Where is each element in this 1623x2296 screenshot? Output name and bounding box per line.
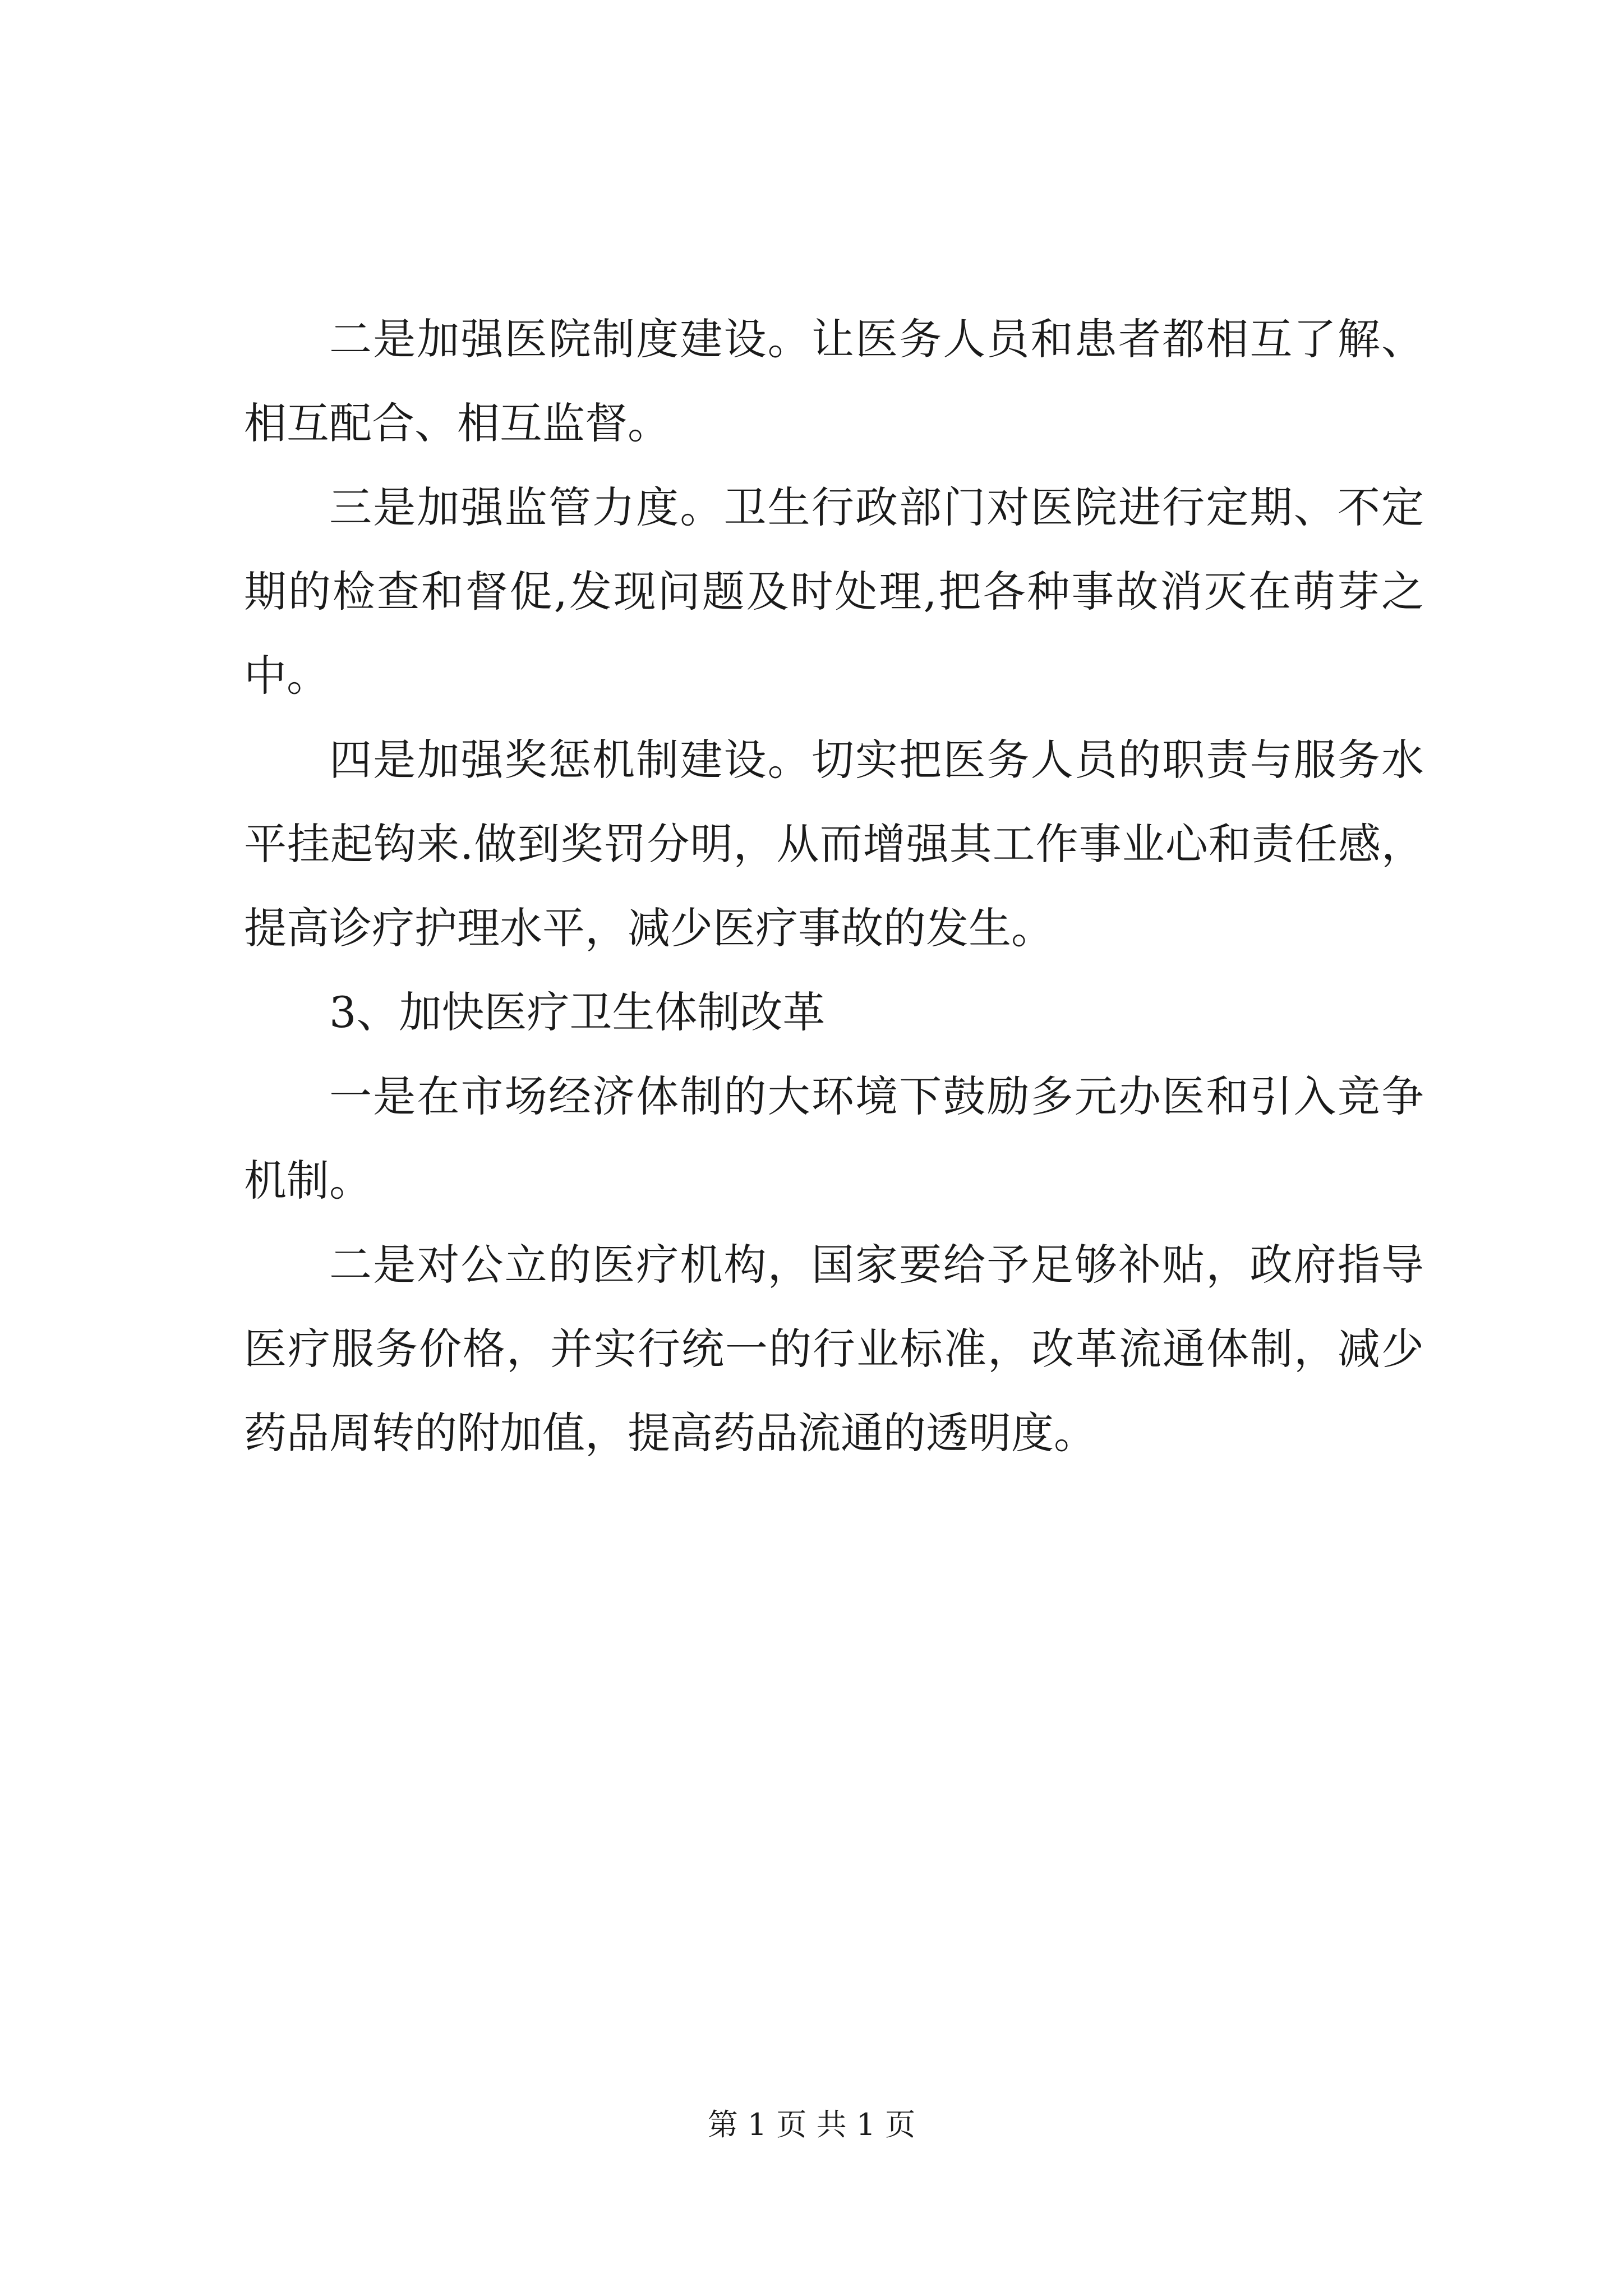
section-heading-reform: 3、加快医疗卫生体制改革: [329, 987, 826, 1037]
page-footer: 第 1 页 共 1 页: [707, 2107, 916, 2142]
paragraph-market-competition: 一是在市场经济体制的大环境下鼓励多元办医和引入竞争机制。: [244, 1071, 1424, 1205]
paragraph-supervision: 三是加强监管力度。卫生行政部门对医院进行定期、不定期的检查和督促,发现问题及时处理,把各种事故消灭在萌芽之中。: [244, 482, 1424, 701]
paragraph-public-institutions: 二是对公立的医疗机构，国家要给予足够补贴，政府指导医疗服务价格，并实行统一的行业标准，改革流通体制，减少药品周转的附加值，提高药品流通的透明度。: [244, 1240, 1424, 1458]
document-body: [244, 297, 1424, 1475]
paragraph-hospital-system: 二是加强医院制度建设。让医务人员和患者都相互了解、相互配合、相互监督。: [244, 314, 1424, 448]
paragraph-reward-punishment: 四是加强奖惩机制建设。切实把医务人员的职责与服务水平挂起钩来.做到奖罚分明，从而增强其工作事业心和责任感，提高诊疗护理水平，减少医疗事故的发生。: [244, 735, 1424, 953]
